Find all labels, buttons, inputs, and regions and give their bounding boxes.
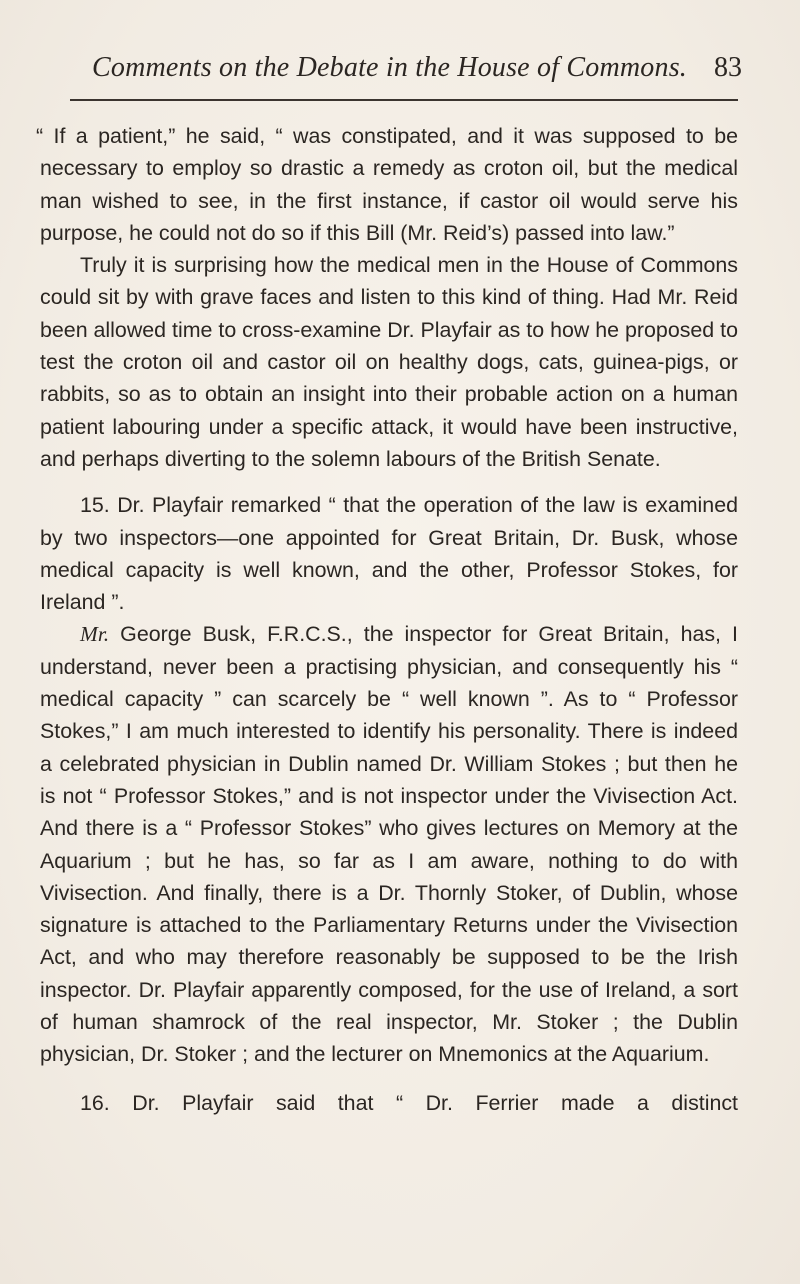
paragraph-busk-stokes — [40, 618, 738, 1070]
page-number: 83 — [714, 52, 742, 83]
italic-mr: Mr. — [80, 622, 110, 647]
header-rule — [70, 99, 738, 101]
running-title: Comments on the Debate in the House of Commons. — [92, 52, 688, 83]
paragraph-quote-patient: “ If a patient,” he said, “ was constipated, and it was supposed to be necessary to employ so drastic a remedy as croton oil, but the medical man wished to see, in the first instance, if castor oil would serve his purpose, he could not do so if this Bill (Mr. Reid’s) passed into law.” — [36, 124, 738, 245]
body-text — [36, 120, 738, 1119]
paragraph-15-inspectors: 15. Dr. Playfair remarked “ that the operation of the law is examined by two inspectors—one appointed for Great Britain, Dr. Busk, whose medical capacity is well known, and the other, Professor Stokes, for Ireland ”. — [40, 493, 738, 615]
paragraph-truly-surprising: Truly it is surprising how the medical men in the House of Commons could sit by with grave faces and listen to this kind of thing. Had Mr. Reid been allowed time to cross-examine Dr. Playfair as to how he proposed to test the croton oil and castor oil on healthy dogs, cats, guinea-pigs, or rabbits, so as to obtain an insight into their probable action on a human patient labouring under a specific attack, it would have been instructive, and perhaps diverting to the solemn labours of the British Senate. — [40, 253, 738, 471]
page-header — [92, 50, 742, 100]
paragraph-16-ferrier: 16. Dr. Playfair said that “ Dr. Ferrier made a distinct — [80, 1090, 738, 1115]
paragraph-busk-stokes-text: George Busk, F.R.C.S., the inspector for Great Britain, has, I understand, never been a practising physician, and consequently his “ medical capacity ” can scarcely be “ well known ”. As to “ Professor Stokes,” I am much interested to identify his personality. There is indeed a celebrated physician in Dublin named Dr. William Stokes ; but then he is not “ Professor Stokes,” and is not inspector under the Vivisection Act. And there is a “ Professor Stokes” who gives lectures on Memory at the Aquarium ; but he has, so far as I am aware, nothing to do with Vivisection. And finally, there is a Dr. Thornly Stoker, of Dublin, whose signature is attached to the Parliamentary Returns under the Vivisection Act, and who may therefore reasonably be supposed to be the Irish inspector. Dr. Playfair apparently composed, for the use of Ireland, a sort of human shamrock of the real inspector, Mr. Stoker ; the Dublin physician, Dr. Stoker ; and the lecturer on Mnemonics at the Aquarium. — [40, 622, 738, 1067]
